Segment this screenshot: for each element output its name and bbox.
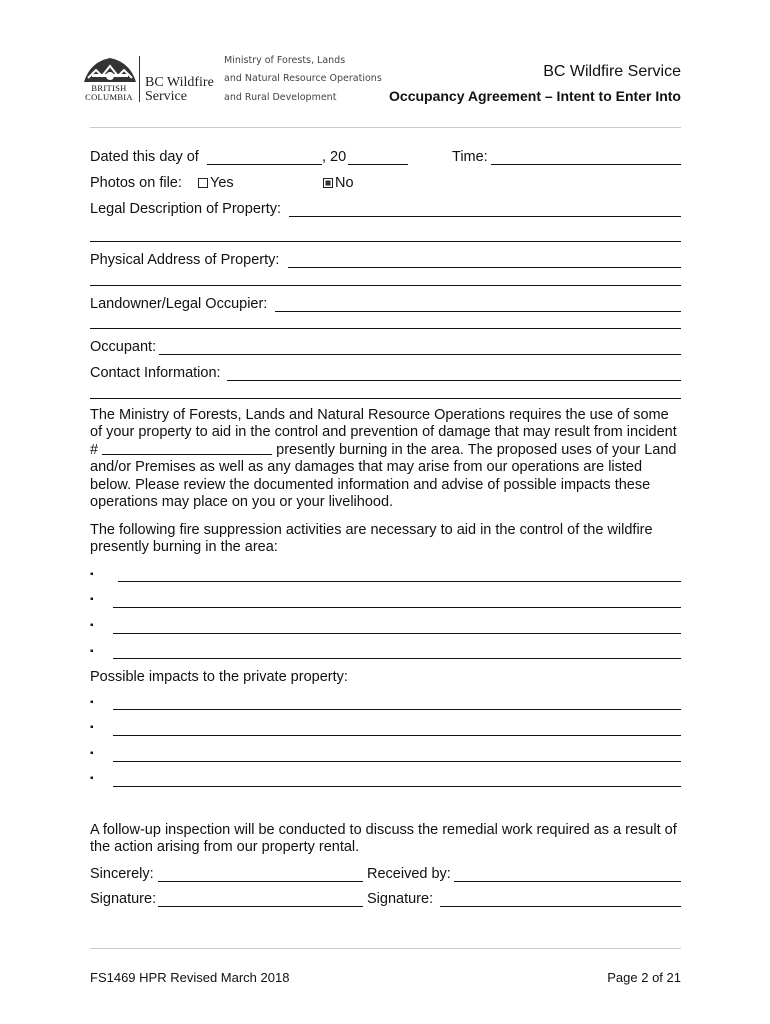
legal-description-field[interactable] xyxy=(289,216,681,217)
impact-field-4[interactable] xyxy=(113,786,681,787)
impact-field-3[interactable] xyxy=(113,761,681,762)
activity-bullet-2: ▪ xyxy=(90,594,94,605)
time-label: Time: xyxy=(452,149,488,165)
form-id: FS1469 HPR Revised March 2018 xyxy=(90,970,290,985)
impact-bullet-3: ▪ xyxy=(90,748,94,759)
british-columbia-logo xyxy=(78,52,142,106)
physical-address-field[interactable] xyxy=(288,267,681,268)
photos-no-checkbox[interactable] xyxy=(323,178,333,188)
received-by-label: Received by: xyxy=(367,866,451,882)
intro-paragraph: The Ministry of Forests, Lands and Natural Resource Operations requires the use of some of your property to aid in the control and prevention of damage that may result from incident # presently burning in the area. The proposed uses of your Land and/or Premises as well as any damages that may arise from our operations are listed below. Please review the documented information and advise of possible impacts these operations may place on you or your livelihood. xyxy=(90,407,677,511)
contact-field-line-2[interactable] xyxy=(90,398,681,399)
physical-address-label: Physical Address of Property: xyxy=(90,252,280,268)
impacts-heading: Possible impacts to the private property: xyxy=(90,669,348,685)
impact-bullet-2: ▪ xyxy=(90,722,94,733)
photos-yes-checkbox[interactable] xyxy=(198,178,208,188)
activities-intro: The following fire suppression activities are necessary to aid in the control of the wildfire presently burning in the area: xyxy=(90,522,653,556)
province-name: BRITISH COLUMBIA xyxy=(85,83,133,102)
dated-year-field[interactable] xyxy=(348,164,408,165)
photos-no-option[interactable]: No xyxy=(323,175,354,191)
signature-field-left[interactable] xyxy=(158,906,363,907)
activity-bullet-4: ▪ xyxy=(90,646,94,657)
signature-label-right: Signature: xyxy=(367,891,434,907)
impact-bullet-1: ▪ xyxy=(90,697,94,708)
document-title: Occupancy Agreement – Intent to Enter Into xyxy=(389,88,681,104)
ministry-line-2: and Natural Resource Operations xyxy=(224,73,382,84)
logo-divider xyxy=(139,56,140,102)
landowner-label: Landowner/Legal Occupier: xyxy=(90,296,268,312)
agency-name: BC Wildfire Service xyxy=(145,75,214,104)
sincerely-field[interactable] xyxy=(158,881,363,882)
dated-year-label: , 20 xyxy=(322,149,347,165)
contact-label: Contact Information: xyxy=(90,365,221,381)
signature-label-left: Signature: xyxy=(90,891,157,907)
received-by-field[interactable] xyxy=(454,881,681,882)
time-field[interactable] xyxy=(491,164,681,165)
footer-divider xyxy=(90,948,681,949)
dated-day-field[interactable] xyxy=(207,164,322,165)
photos-yes-option[interactable]: Yes xyxy=(198,175,234,191)
legal-description-label: Legal Description of Property: xyxy=(90,201,282,217)
landowner-field[interactable] xyxy=(275,311,681,312)
activity-field-1[interactable] xyxy=(118,581,681,582)
header-divider xyxy=(90,127,681,128)
impact-field-2[interactable] xyxy=(113,735,681,736)
signature-field-right[interactable] xyxy=(440,906,681,907)
legal-description-field-line-2[interactable] xyxy=(90,241,681,242)
activity-field-4[interactable] xyxy=(113,658,681,659)
service-name: BC Wildfire Service xyxy=(543,63,681,80)
dated-label: Dated this day of xyxy=(90,149,199,165)
contact-field[interactable] xyxy=(227,380,681,381)
followup-paragraph: A follow-up inspection will be conducted to discuss the remedial work required as a result of the action arising from our property rental. xyxy=(90,822,677,856)
activity-bullet-1: ▪ xyxy=(90,569,94,580)
activity-field-2[interactable] xyxy=(113,607,681,608)
landowner-field-line-2[interactable] xyxy=(90,328,681,329)
impact-bullet-4: ▪ xyxy=(90,773,94,784)
occupant-label: Occupant: xyxy=(90,339,157,355)
activity-field-3[interactable] xyxy=(113,633,681,634)
sincerely-label: Sincerely: xyxy=(90,866,154,882)
incident-number-field[interactable] xyxy=(102,442,272,455)
photos-label: Photos on file: xyxy=(90,175,182,191)
occupant-field[interactable] xyxy=(159,354,681,355)
physical-address-field-line-2[interactable] xyxy=(90,285,681,286)
page-number: Page 2 of 21 xyxy=(607,970,681,985)
impact-field-1[interactable] xyxy=(113,709,681,710)
ministry-line-3: and Rural Development xyxy=(224,92,337,103)
ministry-line-1: Ministry of Forests, Lands xyxy=(224,55,346,66)
activity-bullet-3: ▪ xyxy=(90,620,94,631)
